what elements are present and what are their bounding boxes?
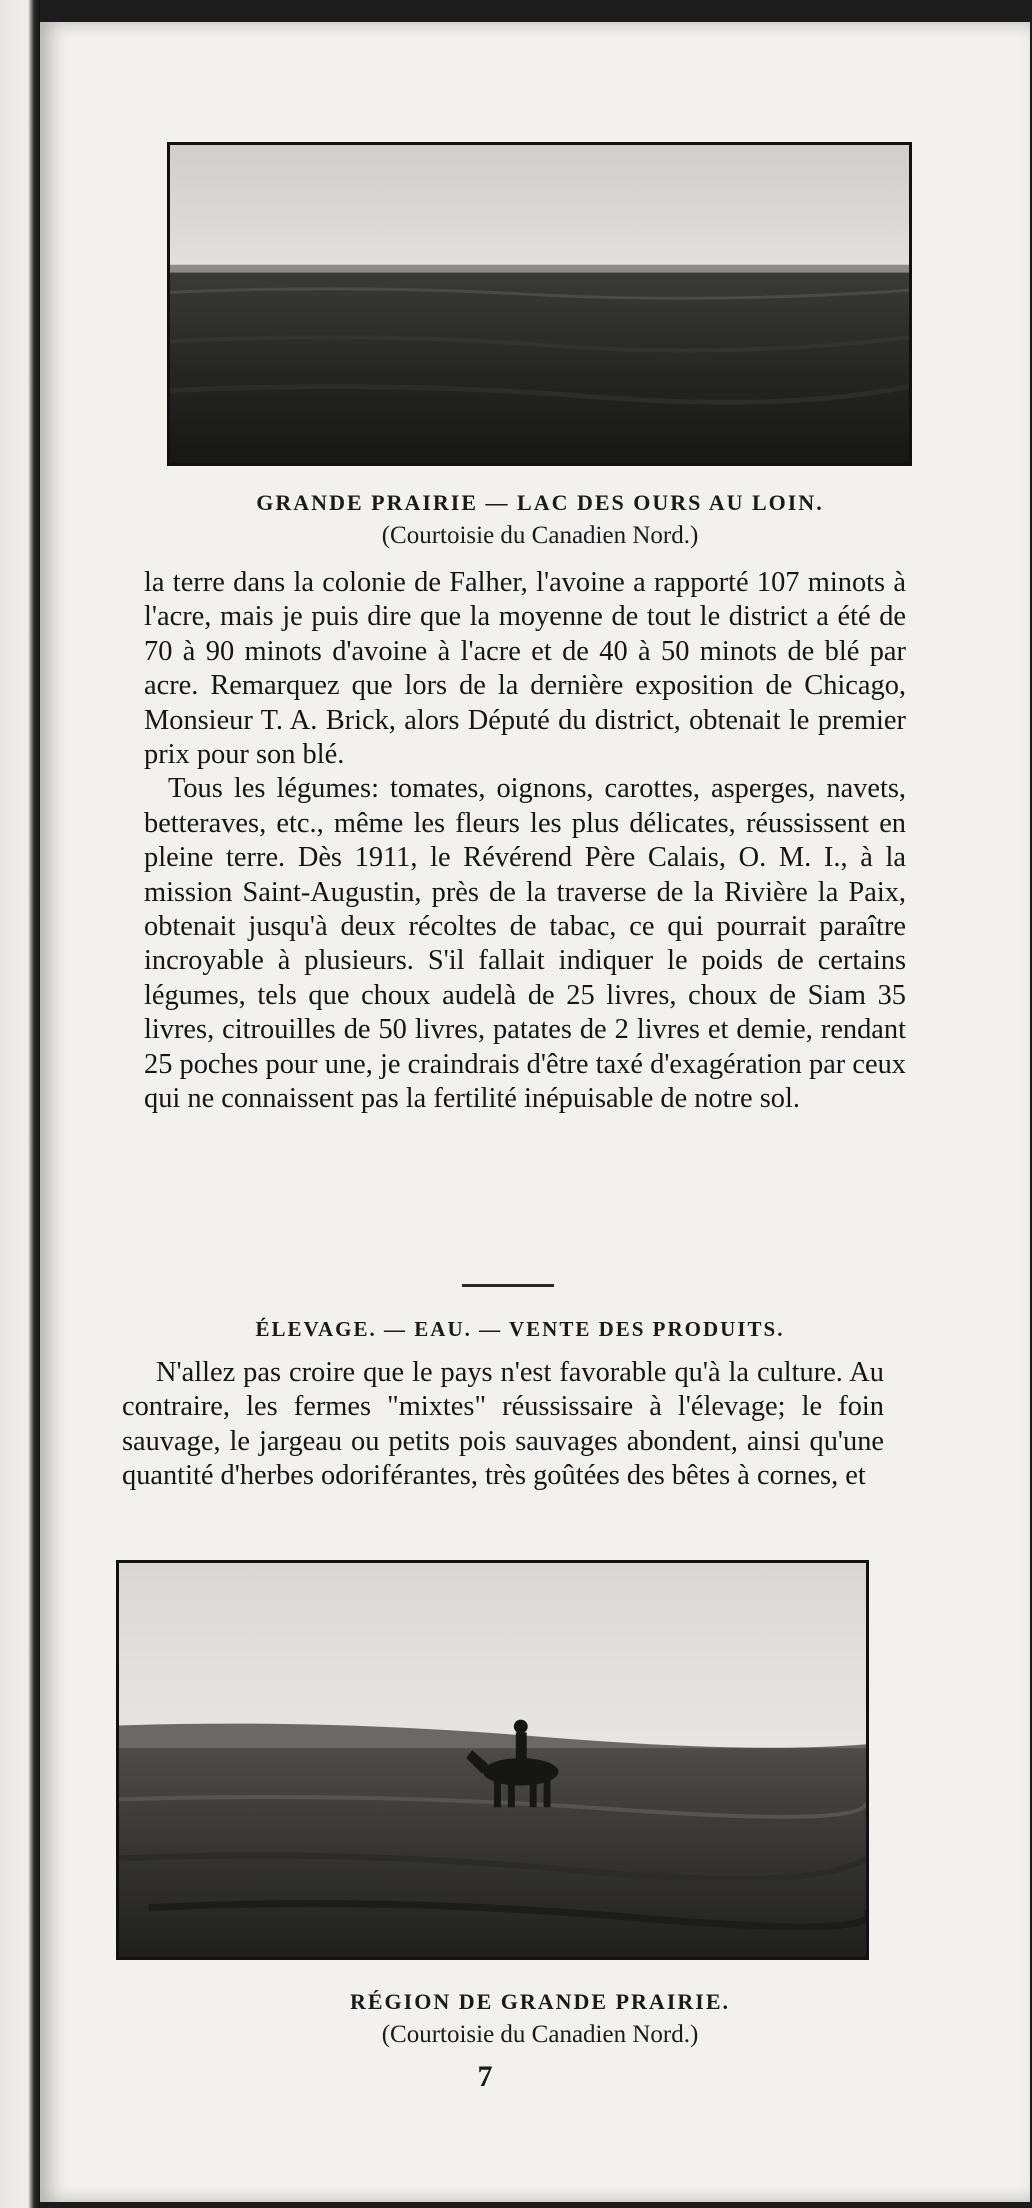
- paragraph: N'allez pas croire que le pays n'est favorable qu'à la culture. Au contraire, les fermes "mixtes" réussissaire à l'élevage; le foin sauvage, le jargeau ou petits pois sauvages abondent, ainsi qu'une quantité d'herbes odoriférantes, très goûtées des bêtes à cornes, et: [122, 1357, 884, 1492]
- paragraph: Tous les légumes: tomates, oignons, carottes, asperges, navets, betteraves, etc., même les fleurs les plus délicates, réussissent en pleine terre. Dès 1911, le Révérend Père Calais, O. M. I., à la mission Saint-Augustin, près de la traverse de la Rivière la Paix, obtenait jusqu'à deux récoltes de tabac, ce qui pourrait paraître incroyable à plusieurs. S'il fallait indiquer le poids de certains légumes, tels que choux audelà de 25 livres, choux de Siam 35 livres, citrouilles de 50 livres, patates de 2 livres et demie, rendant 25 poches pour une, je craindrais d'être taxé d'exagération par ceux qui ne connaissent pas la fertilité inépuisable de notre sol.: [144, 773, 906, 1115]
- section-heading: ÉLEVAGE. — EAU. — VENTE DES PRODUITS.: [255, 1317, 785, 1341]
- photo-prairie-lake: [167, 142, 912, 466]
- paragraph: la terre dans la colonie de Falher, l'avoine a rapporté 107 minots à l'acre, mais je puis dire que la moyenne de tout le district a été de 70 à 90 minots d'avoine à l'acre et de 40 à 50 minots de blé par acre. Remarquez que lors de la dernière exposition de Chicago, Monsieur T. A. Brick, alors Député du district, obtenait le premier prix pour son blé.: [144, 567, 906, 771]
- photo-grande-prairie-horse: [116, 1560, 869, 1960]
- figure-caption-title: RÉGION DE GRANDE PRAIRIE.: [349, 1989, 731, 2014]
- figure-caption-credit: (Courtoisie du Canadien Nord.): [381, 2021, 699, 2048]
- figure-caption: [160, 487, 920, 553]
- page-number: 7: [477, 2060, 493, 2093]
- figure-caption: [160, 1986, 920, 2052]
- body-section-livestock: [122, 1356, 884, 1494]
- figure-caption-title: GRANDE PRAIRIE — LAC DES OURS AU LOIN.: [256, 490, 824, 515]
- body-section-crops: [144, 566, 906, 1117]
- section-divider: [462, 1284, 554, 1287]
- book-spine-edge: [0, 0, 40, 2208]
- figure-caption-credit: (Courtoisie du Canadien Nord.): [381, 522, 699, 549]
